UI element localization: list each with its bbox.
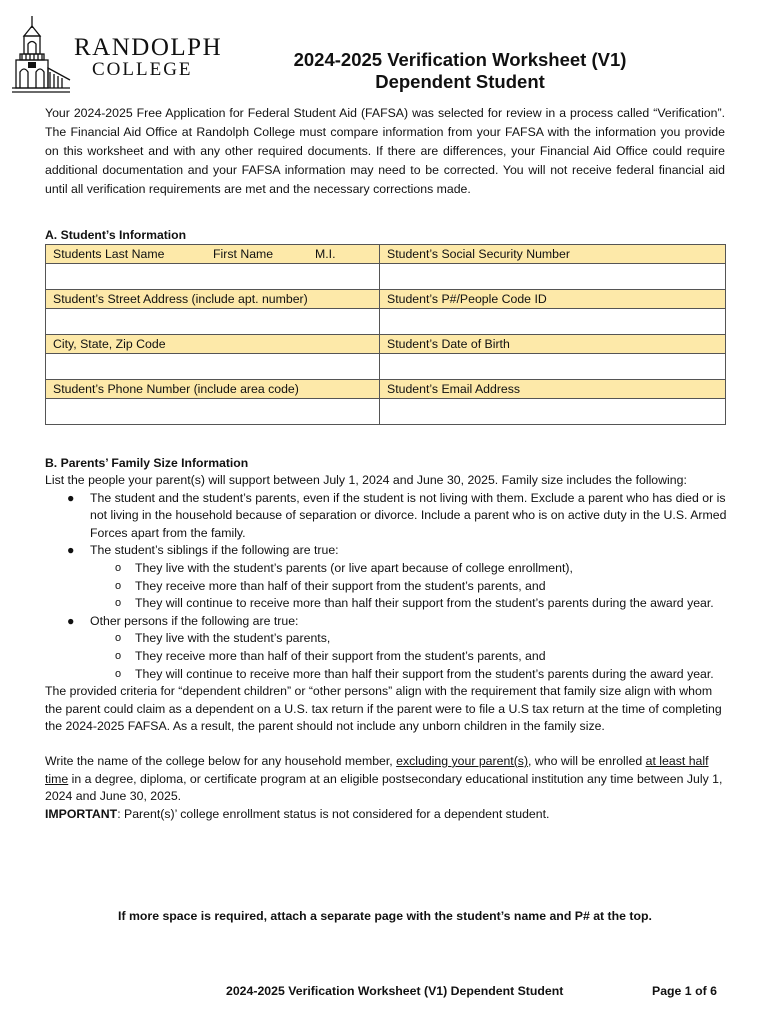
list-item — [45, 613, 730, 631]
title-line-1: 2024-2025 Verification Worksheet (V1) — [293, 49, 627, 70]
sub-list-item — [45, 648, 730, 666]
sub-list-item-text: They receive more than half of their support from the student’s parents, and — [135, 648, 546, 663]
list-item-text: The student’s siblings if the following are true: — [90, 543, 339, 558]
college-instruction — [45, 753, 730, 806]
list-item — [45, 490, 730, 543]
important-label: IMPORTANT — [45, 806, 118, 821]
list-item-text: The student and the student’s parents, even if the student is not living with them. Exclude a parent who has died or is not living in the household because of separation or divorce. Include a parent who is on active duty in the U.S. Armed Forces apart from the family. — [90, 490, 727, 540]
circle-bullet-icon: o — [115, 561, 122, 574]
phone-label: Student’s Phone Number (include area code) — [46, 380, 380, 399]
address-label: Student’s Street Address (include apt. number) — [46, 290, 380, 309]
sub-list-item — [45, 630, 730, 648]
pid-label: Student’s P#/People Code ID — [380, 290, 726, 309]
circle-bullet-icon: o — [115, 632, 122, 645]
college-logo — [10, 14, 223, 94]
sub-list-item — [45, 578, 730, 596]
dob-label: Student’s Date of Birth — [380, 335, 726, 354]
list-item-text: Other persons if the following are true: — [90, 613, 299, 628]
sub-list-item-text: They live with the student’s parents (or live apart because of college enrollment), — [135, 560, 573, 575]
table-row — [46, 380, 726, 399]
sub-list-item-text: They will continue to receive more than half their support from the student’s parents during the award year. — [135, 596, 714, 611]
page-number: Page 1 of 6 — [652, 984, 717, 998]
sub-list-item — [45, 666, 730, 684]
table-row — [46, 245, 726, 264]
pid-field[interactable] — [380, 309, 726, 335]
table-row — [46, 264, 726, 290]
email-field[interactable] — [380, 399, 726, 425]
bullet-icon: ● — [67, 490, 75, 505]
circle-bullet-icon: o — [115, 579, 122, 592]
sub-list-item-text: They will continue to receive more than half their support from the student’s parents during the award year. — [135, 666, 714, 681]
section-b-body — [45, 472, 730, 823]
ssn-label: Student’s Social Security Number — [380, 245, 726, 264]
logo-text-randolph: RANDOLPH — [74, 34, 223, 61]
middle-initial-label: M.I. — [315, 247, 336, 261]
criteria-paragraph: The provided criteria for “dependent children” or “other persons” align with the requirement that family size align with whom the parent could claim as a dependent on a U.S. tax return if the parent were to file a U.S tax return at the time of completing the 2024-2025 FAFSA. As a result, the parent should not include any unborn children in the family size. — [45, 684, 722, 734]
spacer — [45, 736, 730, 753]
first-name-label: First Name — [213, 247, 274, 261]
family-size-list — [45, 490, 730, 684]
important-note — [45, 806, 730, 824]
table-row — [46, 354, 726, 380]
extra-space-note: If more space is required, attach a separate page with the student’s name and P# at the top. — [118, 909, 652, 923]
excluding-parents-emphasis: excluding your parent(s) — [396, 753, 529, 768]
name-label-cell — [46, 245, 380, 264]
address-field[interactable] — [46, 309, 380, 335]
sub-list-item — [45, 595, 730, 613]
intro-paragraph: Your 2024-2025 Free Application for Federal Student Aid (FAFSA) was selected for review in a process called “Verification”. The Financial Aid Office at Randolph College must compare information from your FAFSA with the information you provide on this worksheet and with any other required documents. If there are differences, your Financial Aid Office could require additional documentation and your FAFSA information may need to be corrected. You will not receive federal financial aid until all verification requirements are met and the necessary corrections made. — [45, 106, 725, 196]
last-name-label: Students Last Name — [53, 247, 165, 261]
city-field[interactable] — [46, 354, 380, 380]
student-info-table — [45, 244, 726, 425]
phone-field[interactable] — [46, 399, 380, 425]
city-label: City, State, Zip Code — [46, 335, 380, 354]
table-row — [46, 335, 726, 354]
student-name-field[interactable] — [46, 264, 380, 290]
college-text-2: , who will be enrolled — [528, 753, 646, 768]
dob-field[interactable] — [380, 354, 726, 380]
bullet-icon: ● — [67, 613, 75, 628]
circle-bullet-icon: o — [115, 667, 122, 680]
table-row — [46, 309, 726, 335]
ssn-field[interactable] — [380, 264, 726, 290]
email-label: Student’s Email Address — [380, 380, 726, 399]
college-text-3: in a degree, diploma, or certificate program at an eligible postsecondary educational institution any time between July 1, 2024 and June 30, 2025. — [45, 771, 723, 804]
sub-list-item-text: They receive more than half of their support from the student’s parents, and — [135, 578, 546, 593]
logo-text-college: COLLEGE — [92, 59, 193, 80]
bullet-icon: ● — [67, 543, 75, 558]
college-tower-icon — [10, 14, 72, 94]
sub-list-item-text: They live with the student’s parents, — [135, 631, 331, 646]
table-row — [46, 290, 726, 309]
section-a-heading: A. Student’s Information — [45, 228, 187, 242]
college-text-1: Write the name of the college below for any household member, — [45, 753, 397, 768]
important-text: : Parent(s)’ college enrollment status is not considered for a dependent student. — [117, 806, 550, 821]
sub-list-item — [45, 560, 730, 578]
footer-title: 2024-2025 Verification Worksheet (V1) Dependent Student — [226, 984, 564, 998]
family-size-lead: List the people your parent(s) will support between July 1, 2024 and June 30, 2025. Family size includes the following: — [45, 473, 687, 487]
title-line-2: Dependent Student — [375, 71, 545, 92]
half-time-emphasis: at least half time — [45, 753, 709, 786]
list-item — [45, 542, 730, 560]
section-b-heading: B. Parents’ Family Size Information — [45, 456, 249, 470]
table-row — [46, 399, 726, 425]
circle-bullet-icon: o — [115, 597, 122, 610]
circle-bullet-icon: o — [115, 649, 122, 662]
page-title — [245, 49, 675, 93]
